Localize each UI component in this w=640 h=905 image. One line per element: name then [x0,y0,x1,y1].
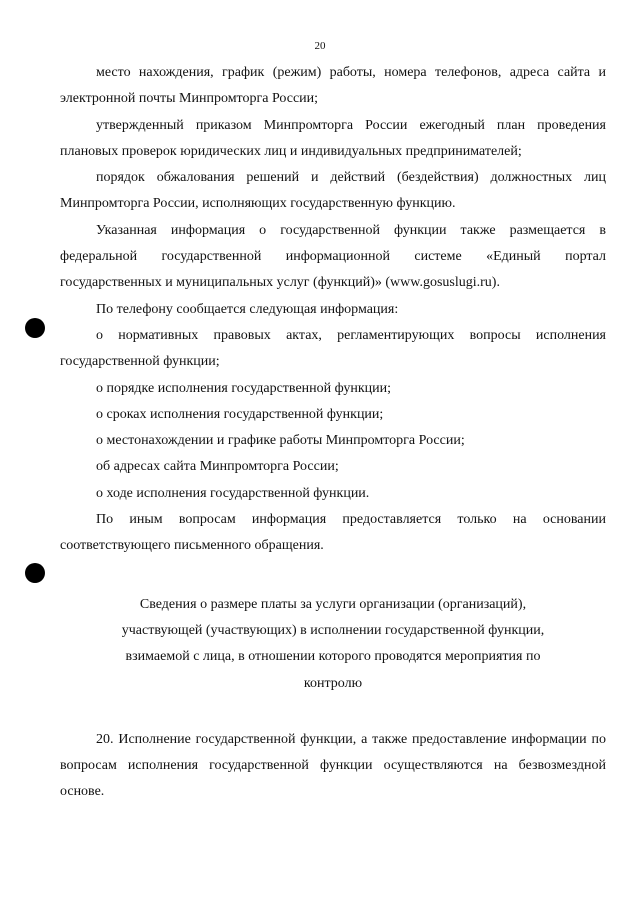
paragraph: порядок обжалования решений и действий (бездействия) должностных лиц Минпромторга России, исполняющих государственную функцию. [60,170,606,212]
list-item: о местонахождении и графике работы Минпромторга России; [96,433,465,449]
list-item: о ходе исполнения государственной функции. [96,485,370,501]
document-body [60,60,606,806]
paragraph: По телефону сообщается следующая информация: [96,301,399,317]
list-item: о нормативных правовых актах, регламентирующих вопросы исполнения государственной функции; [60,327,606,370]
binder-hole-mark [25,318,45,338]
paragraph: утвержденный приказом Минпромторга России ежегодный план проведения плановых проверок юридических лиц и индивидуальных предпринимателей; [60,117,606,159]
list-item: о порядке исполнения государственной функции; [96,380,392,396]
paragraph: место нахождения, график (режим) работы, номера телефонов, адреса сайта и электронной почты Минпромторга России; [60,65,606,107]
list-item: об адресах сайта Минпромторга России; [96,459,339,475]
binder-hole-mark [25,563,45,583]
list-item: о сроках исполнения государственной функции; [96,406,384,422]
page-number: 20 [314,40,326,52]
paragraph: Указанная информация о государственной функции также размещается в федеральной государственной информационной системе «Единый портал государственных и муниципальных услуг (функций)» (www.gosuslugi.ru). [60,222,606,291]
section-heading: Сведения о размере платы за услуги организации (организаций), участвующей (участвующих) в исполнении государственной функции, взимаемой с лица, в отношении которого проводятся мероприятия по контролю [121,596,545,691]
paragraph: По иным вопросам информация предоставляется только на основании соответствующего письменного обращения. [60,512,606,554]
paragraph: 20. Исполнение государственной функции, а также предоставление информации по вопросам исполнения государственной функции осуществляются на безвозмездной основе. [60,731,606,800]
